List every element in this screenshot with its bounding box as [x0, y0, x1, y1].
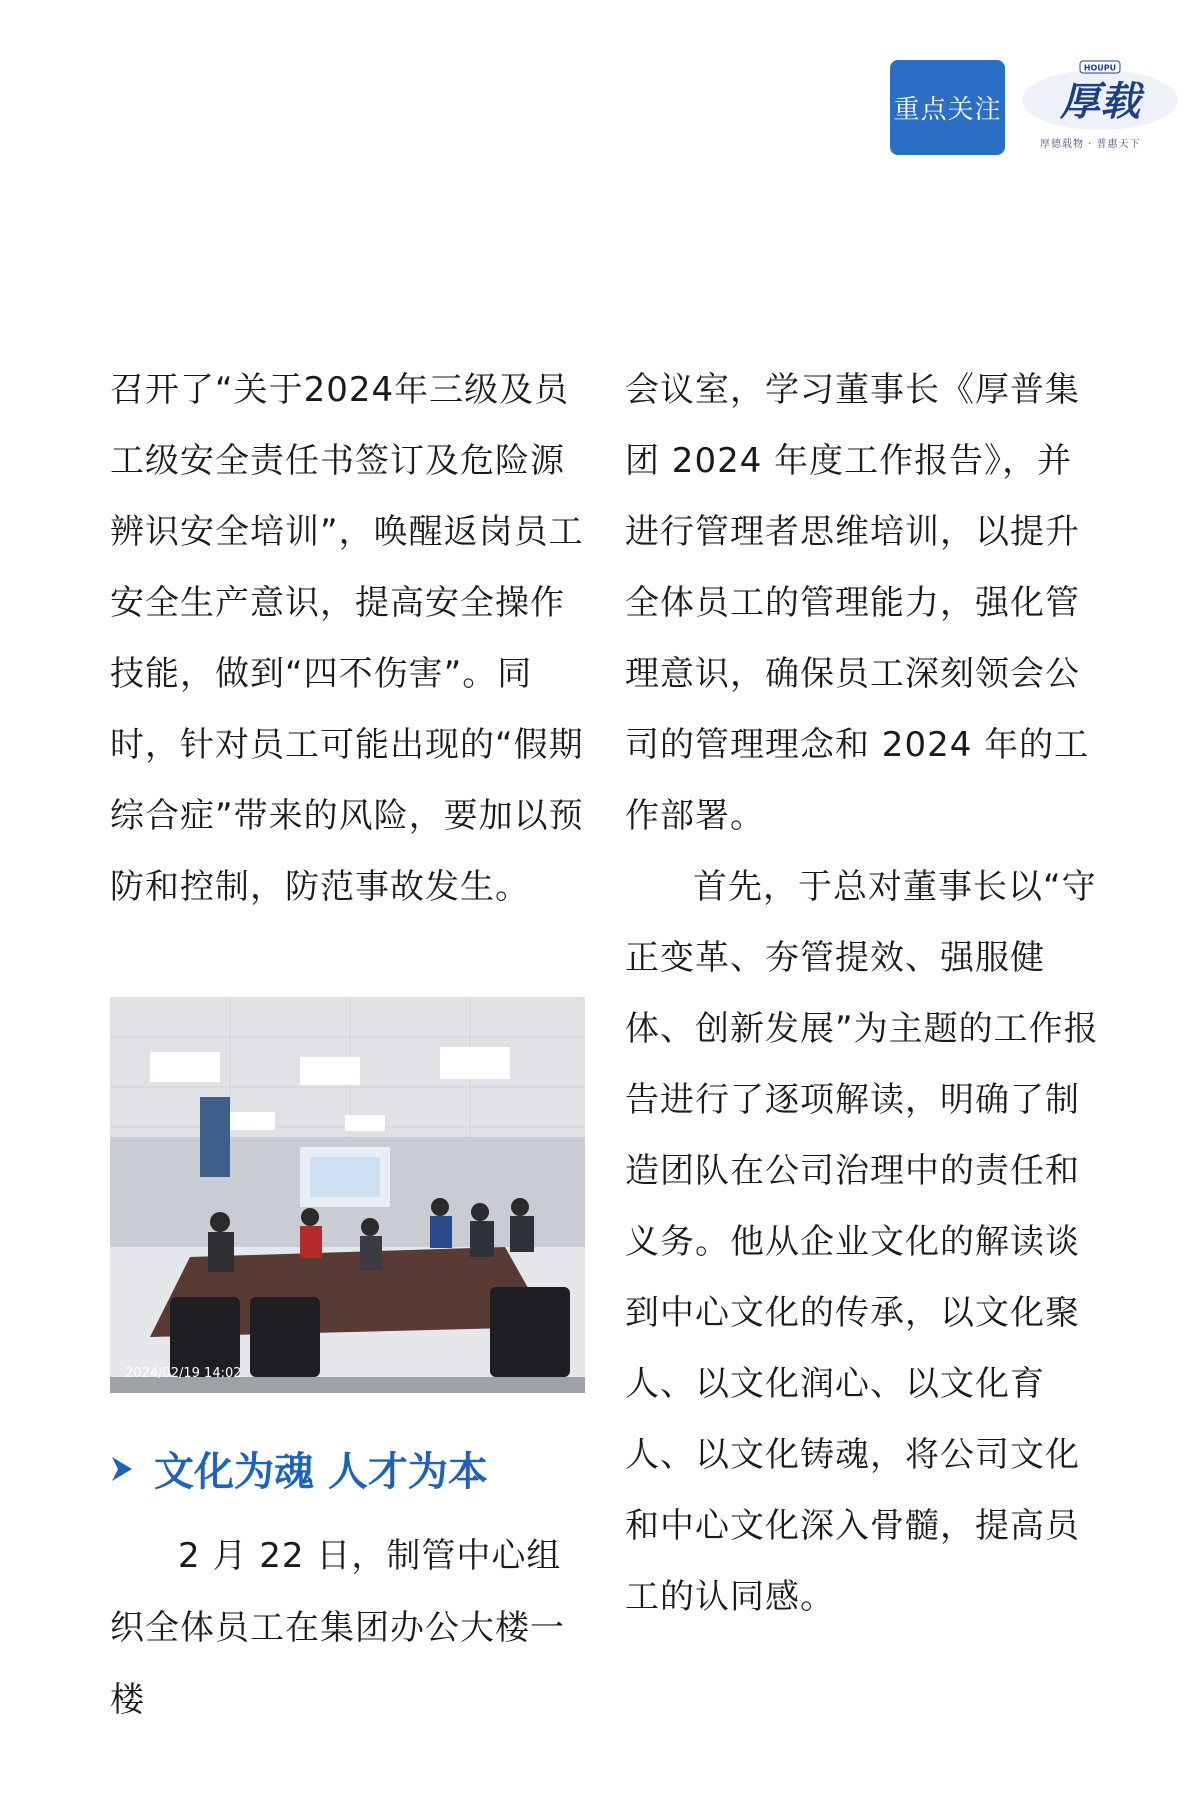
svg-text:2024/02/19 14:02: 2024/02/19 14:02: [125, 1366, 242, 1381]
svg-text:厚载: 厚载: [1060, 78, 1140, 125]
right-paragraph-2: 首先，于总对董事长以“守正变革、夯管提效、强服健体、创新发展”为主题的工作报告进行了逐项解读，明确了制造团队在公司治理中的责任和义务。他从企业文化的解读谈到中心文化的传承，以文化聚人、以文化润心、以文化育人、以文化铸魂，将公司文化和中心文化深入骨髓，提高员工的认同感。: [625, 867, 1099, 1617]
svg-text:HOUPU: HOUPU: [1083, 63, 1117, 73]
left-bottom-column: [110, 1520, 590, 1736]
section-title: 文化为魂 人才为本: [154, 1449, 488, 1495]
left-paragraph: 召开了“关于2024年三级及员工级安全责任书签订及危险源辨识安全培训”，唤醒返岗员工安全生产意识，提高安全操作技能，做到“四不伤害”。同时，针对员工可能出现的“假期综合症”带来的风险，要加以预防和控制，防范事故发生。: [110, 370, 584, 907]
right-column: [625, 355, 1105, 1633]
left-bottom-paragraph: 2 月 22 日，制管中心组织全体员工在集团办公大楼一楼: [110, 1536, 565, 1720]
logo-tagline: 厚德载物 · 普惠天下: [1040, 139, 1141, 150]
section-heading: [110, 1440, 488, 1497]
right-paragraph-1: 会议室，学习董事长《厚普集团 2024 年度工作报告》，并进行管理者思维培训，以提升全体员工的管理能力，强化管理意识，确保员工深刻领会公司的管理理念和 2024 年的工作部署。: [625, 370, 1090, 836]
chevron-right-icon: [110, 1455, 134, 1483]
left-column: [110, 355, 590, 923]
meeting-photo: [110, 997, 585, 1393]
section-tab: 重点关注: [890, 60, 1005, 155]
